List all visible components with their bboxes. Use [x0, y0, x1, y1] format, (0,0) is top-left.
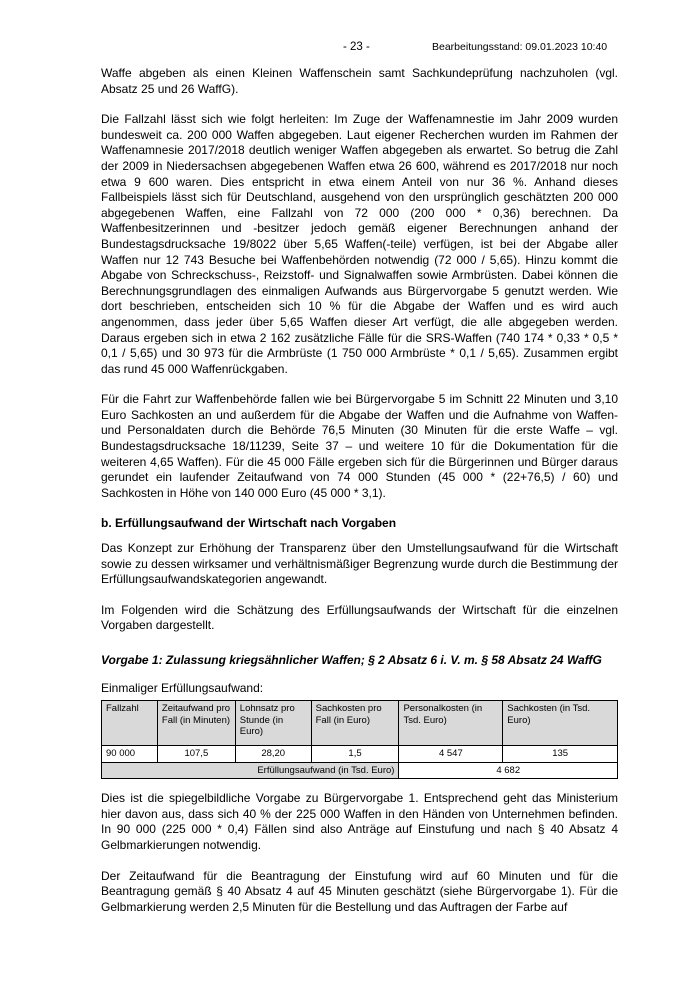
- header-cell: Sachkosten (in Tsd. Euro): [503, 701, 618, 746]
- vorgabe-heading: Vorgabe 1: Zulassung kriegsähnlicher Waffen; § 2 Absatz 6 i. V. m. § 58 Absatz 24 WaffG: [101, 653, 602, 667]
- header-cell: Lohnsatz pro Stunde (in Euro): [235, 701, 311, 746]
- table-cell: 90 000: [102, 746, 158, 763]
- header-cell: Sachkosten pro Fall (in Euro): [311, 701, 399, 746]
- sum-label: Erfüllungsaufwand (in Tsd. Euro): [102, 762, 399, 779]
- sum-value: 4 682: [399, 762, 618, 779]
- table-sum-row: [102, 762, 618, 779]
- header-cell: Personalkosten (in Tsd. Euro): [399, 701, 503, 746]
- header-cell: Fallzahl: [102, 701, 158, 746]
- table-header-row: [102, 701, 618, 746]
- section-heading: b. Erfüllungsaufwand der Wirtschaft nach Vorgaben: [101, 516, 397, 531]
- table-cell: 107,5: [157, 746, 235, 763]
- paragraph: Der Zeitaufwand für die Beantragung der Einstufung wird auf 60 Minuten und für die Beantragung gemäß § 40 Absatz 4 auf 45 Minuten geschätzt (siehe Bürgervorgabe 1). Für die Gelbmarkierung werden 2,5 Minuten für die Bestellung und das Auftragen der Farbe auf: [101, 868, 618, 914]
- paragraph: Dies ist die spiegelbildliche Vorgabe zu Bürgervorgabe 1. Entsprechend geht das Ministerium hier davon aus, dass sich 40 % der 225 000 Waffen in den Händen von Unternehmen befinden. In 90 000 (225 000 * 0,4) Fällen sind also Anträge auf Einstufung und nach § 40 Absatz 4 Gelbmarkierungen notwendig.: [101, 791, 618, 852]
- table-cell: 135: [503, 746, 618, 763]
- table-cell: 28,20: [235, 746, 311, 763]
- revision-status: Bearbeitungsstand: 09.01.2023 10:40: [432, 41, 608, 53]
- table-row: [102, 746, 618, 763]
- paragraph: Die Fallzahl lässt sich wie folgt herleiten: Im Zuge der Waffenamnestie im Jahr 2009 wurden bundesweit ca. 200 000 Waffen abgegeben. Laut eigener Recherchen wurden im Rahmen der Waffenamnesie 2017/2018 deutlich weniger Waffen abgegeben als erwartet. So betrug die Zahl der 2009 in Niedersachsen abgegebenen Waffen etwa 26 600, während es 2017/2018 nur noch etwa 9 600 waren. Dies entspricht in etwa einem Anteil von nur 36 %. Anhand dieses Fallbeispiels lässt sich für Deutschland, ausgehend von den ursprünglich geschätzten 200 000 abgegebenen Waffen, eine Fallzahl von 72 000 (200 000 * 0,36) berechnen. Da Waffenbesitzerinnen und -besitzer jedoch gemäß eigener Berechnungen anhand der Bundestagsdrucksache 19/8022 über 5,65 Waffen(-teile) verfügen, ist bei der Abgabe aller Waffen nur 12 743 Besuche bei Waffenbehörden notwendig (72 000 / 5,65). Hinzu kommt die Abgabe von Schreckschuss-, Reizstoff- und Signalwaffen sowie Armbrüsten. Dabei können die Berechnungsgrundlagen des einmaligen Aufwands aus Bürgervorgabe 5 genutzt werden. Wie dort beschrieben, entscheiden sich 10 % für die Abgabe der Waffen und es wird auch angenommen, dass jeder über 5,65 Waffen dieser Art verfügt, die alle abgegeben werden. Daraus ergeben sich in etwa 2 162 zusätzliche Fälle für die SRS-Waffen (740 174 * 0,33 * 0,5 * 0,1 / 5,65) und 30 973 für die Armbrüste (1 750 000 Armbrüste * 0,1 / 5,65). Zusammen ergibt das rund 45 000 Waffenrückgaben.: [101, 112, 618, 376]
- table-cell: 4 547: [399, 746, 503, 763]
- table-caption: Einmaliger Erfüllungsaufwand:: [101, 680, 264, 695]
- table-cell: 1,5: [311, 746, 399, 763]
- cost-table: [101, 700, 618, 779]
- page-number: - 23 -: [343, 41, 370, 53]
- paragraph: Das Konzept zur Erhöhung der Transparenz über den Umstellungsaufwand für die Wirtschaft sowie zu dessen wirksamer und verhältnismäßiger Begrenzung wurde durch die Bestimmung der Erfüllungsaufwandskategorien angewandt.: [101, 541, 618, 587]
- page-content: [101, 66, 618, 915]
- paragraph: Für die Fahrt zur Waffenbehörde fallen wie bei Bürgervorgabe 5 im Schnitt 22 Minuten und 3,10 Euro Sachkosten an und außerdem für die Abgabe der Waffen und die Aufnahme von Waffen- und Personaldaten durch die Behörde 76,5 Minuten (30 Minuten für die erste Waffe – vgl. Bundestagsdrucksache 18/11239, Seite 37 – und weitere 10 für die Dokumentation für die weiteren 4,65 Waffen). Für die 45 000 Fälle ergeben sich für die Bürgerinnen und Bürger daraus gerundet ein laufender Zeitaufwand von 74 000 Stunden (45 000 * (22+76,5) / 60) und Sachkosten in Höhe von 140 000 Euro (45 000 * 3,1).: [101, 392, 618, 500]
- header-cell: Zeitaufwand pro Fall (in Minuten): [157, 701, 235, 746]
- page-header: [0, 41, 700, 57]
- paragraph: Im Folgenden wird die Schätzung des Erfüllungsaufwands der Wirtschaft für die einzelnen Vorgaben dargestellt.: [101, 602, 618, 633]
- paragraph: Waffe abgeben als einen Kleinen Waffenschein samt Sachkundeprüfung nachzuholen (vgl. Absatz 25 und 26 WaffG).: [101, 66, 618, 96]
